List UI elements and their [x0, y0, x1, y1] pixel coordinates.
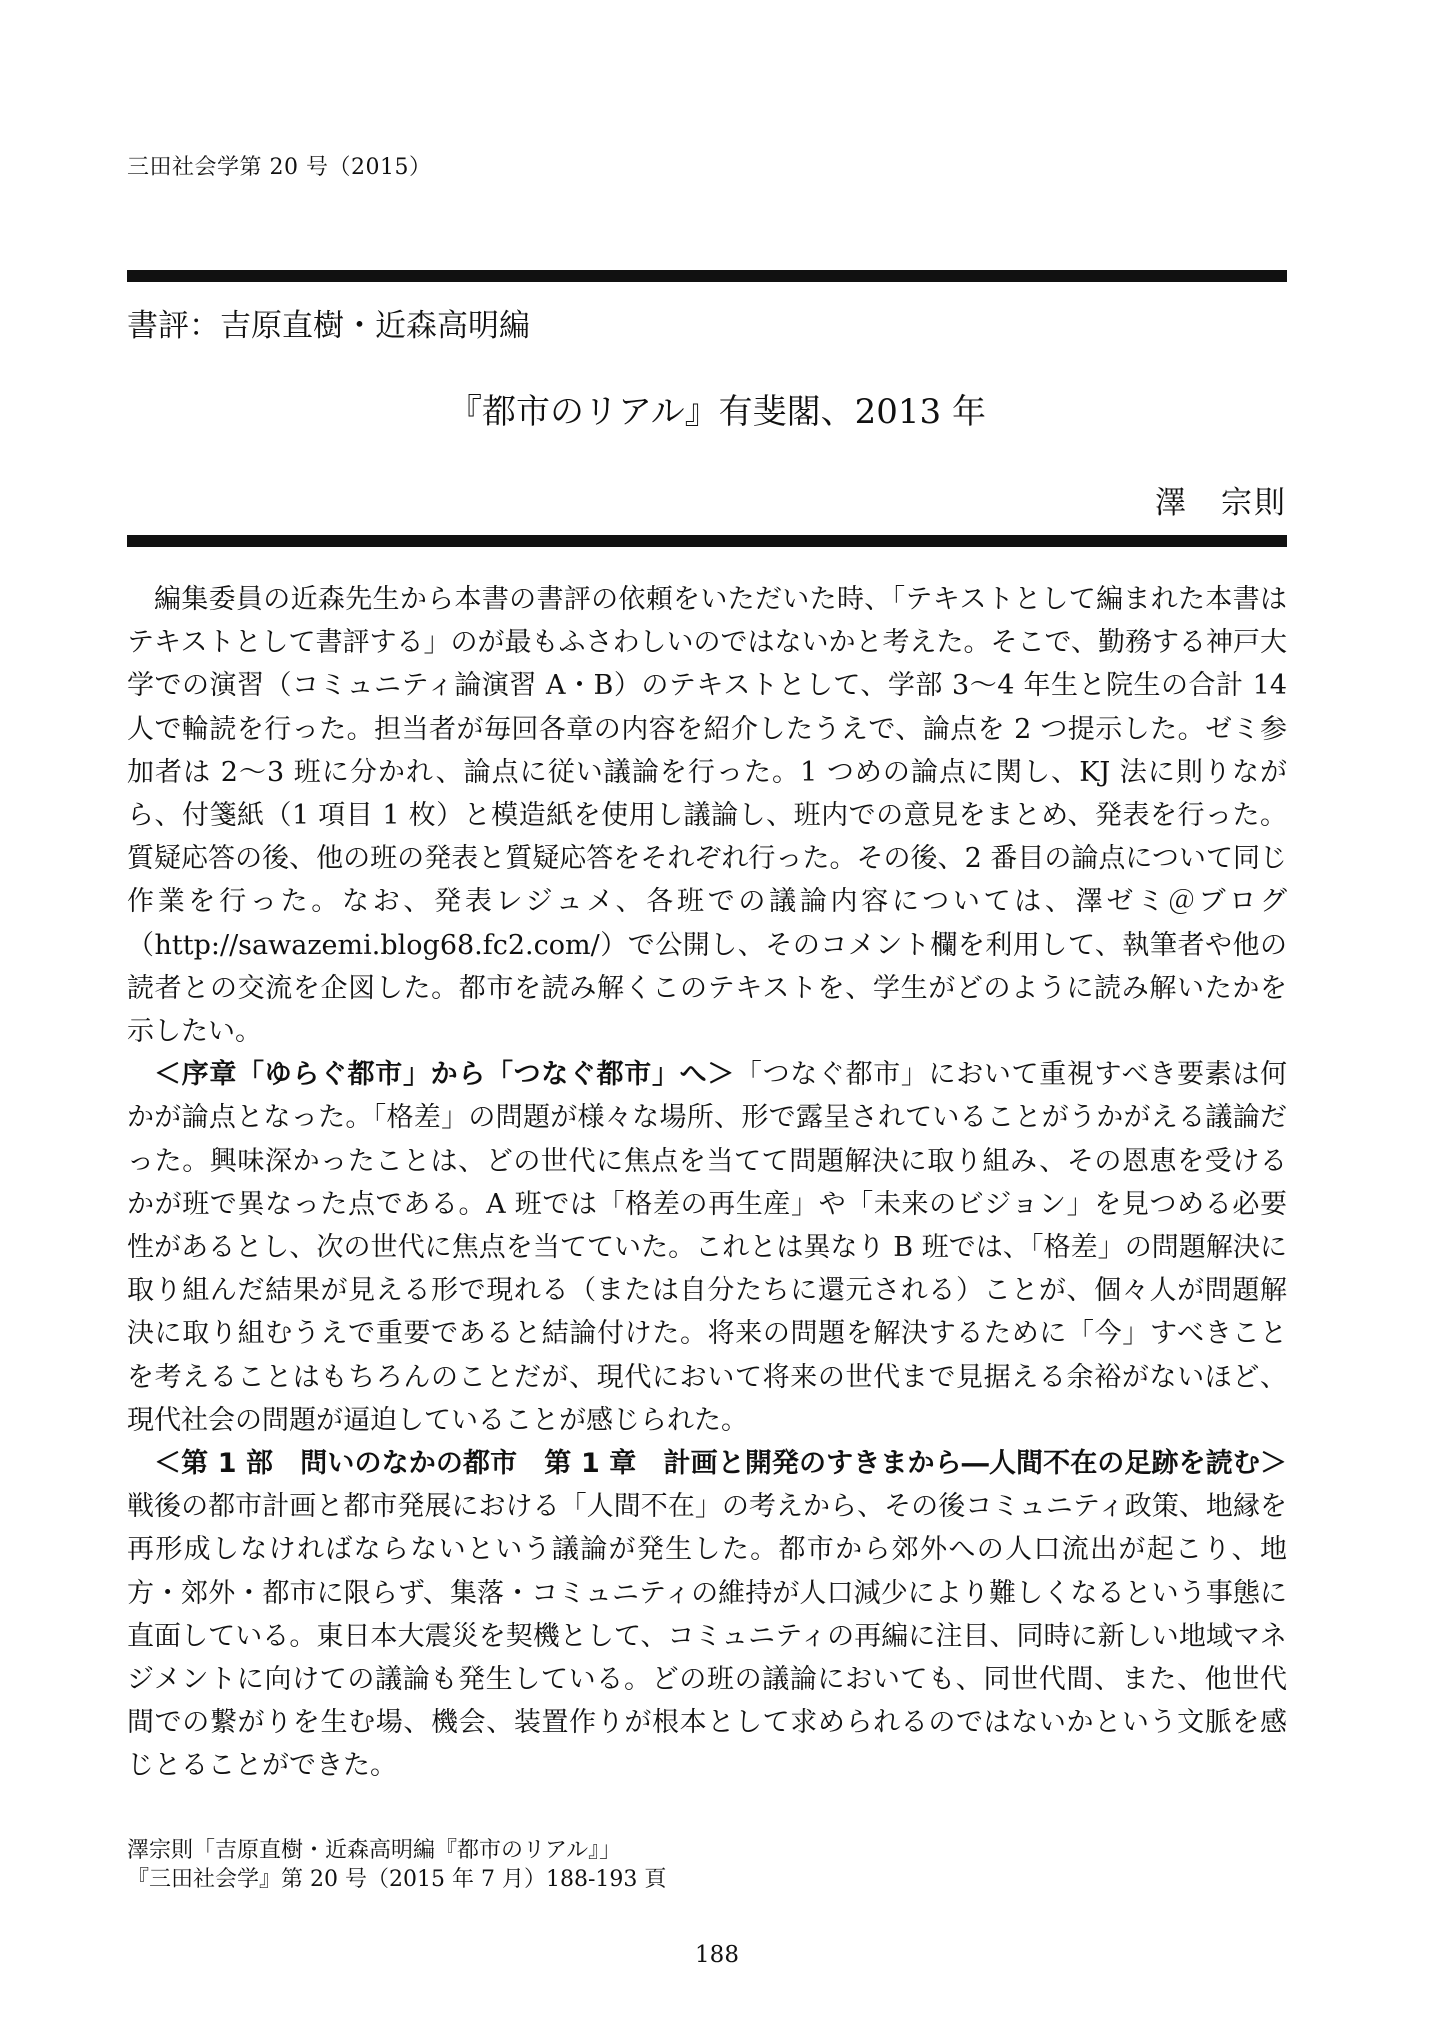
- citation: [127, 1836, 666, 1894]
- book-title: 『都市のリアル』有斐閣、2013 年: [448, 392, 986, 432]
- paragraph-chapter-1: [127, 1442, 1287, 1788]
- paragraph-intro: 編集委員の近森先生から本書の書評の依頼をいただいた時、「テキストとして編まれた本書はテキストとして書評する」のが最もふさわしいのではないかと考えた。そこで、勤務する神戸大学での演習（コミュニティ論演習 A・B）のテキストとして、学部 3〜4 年生と院生の合計 14 人で輪読を行った。担当者が毎回各章の内容を紹介したうえで、論点を 2 つ提示した。ゼミ参加者は 2〜3 班に分かれ、論点に従い議論を行った。1 つめの論点に関し、KJ 法に則りながら、付箋紙（1 項目 1 枚）と模造紙を使用し議論し、班内での意見をまとめ、発表を行った。質疑応答の後、他の班の発表と質疑応答をそれぞれ行った。その後、2 番目の論点について同じ作業を行った。なお、発表レジュメ、各班での議論内容については、澤ゼミ＠ブログ（http://sawazemi.blog68.fc2.com/）で公開し、そのコメント欄を利用して、執筆者や他の読者との交流を企図した。都市を読み解くこのテキストを、学生がどのように読み解いたかを示したい。: [127, 584, 1287, 1048]
- section-heading: ＜序章「ゆらぐ都市」から「つなぐ都市」へ＞: [154, 1059, 735, 1091]
- review-label: 書評：吉原直樹・近森高明編: [127, 308, 530, 344]
- body-text: [127, 578, 1287, 1788]
- journal-header: 三田社会学第 20 号（2015）: [127, 155, 432, 180]
- bottom-rule: [127, 535, 1287, 547]
- paragraph-introduction-chapter: [127, 1053, 1287, 1442]
- page-number: 188: [695, 1942, 739, 1968]
- author-name: 澤 宗則: [1155, 485, 1287, 521]
- top-rule: [127, 270, 1287, 282]
- paragraph-text: 戦後の都市計画と都市発展における「人間不在」の考えから、その後コミュニティ政策、地縁を再形成しなければならないという議論が発生した。都市から郊外への人口流出が起こり、地方・郊外・都市に限らず、集落・コミュニティの維持が人口減少により難しくなるという事態に直面している。東日本大震災を契機として、コミュニティの再編に注目、同時に新しい地域マネジメントに向けての議論も発生している。どの班の議論においても、同世代間、また、他世代間での繋がりを生む場、機会、装置作りが根本として求められるのではないかという文脈を感じとることができた。: [127, 1491, 1287, 1782]
- section-heading: ＜第 1 部 問いのなかの都市 第 1 章 計画と開発のすきまから―人間不在の足跡を読む＞: [154, 1448, 1287, 1480]
- citation-line: 澤宗則「吉原直樹・近森高明編『都市のリアル』」: [127, 1838, 622, 1863]
- paragraph-text: 「つなぐ都市」において重視すべき要素は何かが論点となった。「格差」の問題が様々な場所、形で露呈されていることがうかがえる議論だった。興味深かったことは、どの世代に焦点を当てて問題解決に取り組み、その恩恵を受けるかが班で異なった点である。A 班では「格差の再生産」や「未来のビジョン」を見つめる必要性があるとし、次の世代に焦点を当てていた。これとは異なり B 班では、「格差」の問題解決に取り組んだ結果が見える形で現れる（または自分たちに還元される）ことが、個々人が問題解決に取り組むうえで重要であると結論付けた。将来の問題を解決するために「今」すべきことを考えることはもちろんのことだが、現代において将来の世代まで見据える余裕がないほど、現代社会の問題が逼迫していることが感じられた。: [127, 1059, 1287, 1436]
- citation-line: 『三田社会学』第 20 号（2015 年 7 月）188-193 頁: [127, 1867, 667, 1892]
